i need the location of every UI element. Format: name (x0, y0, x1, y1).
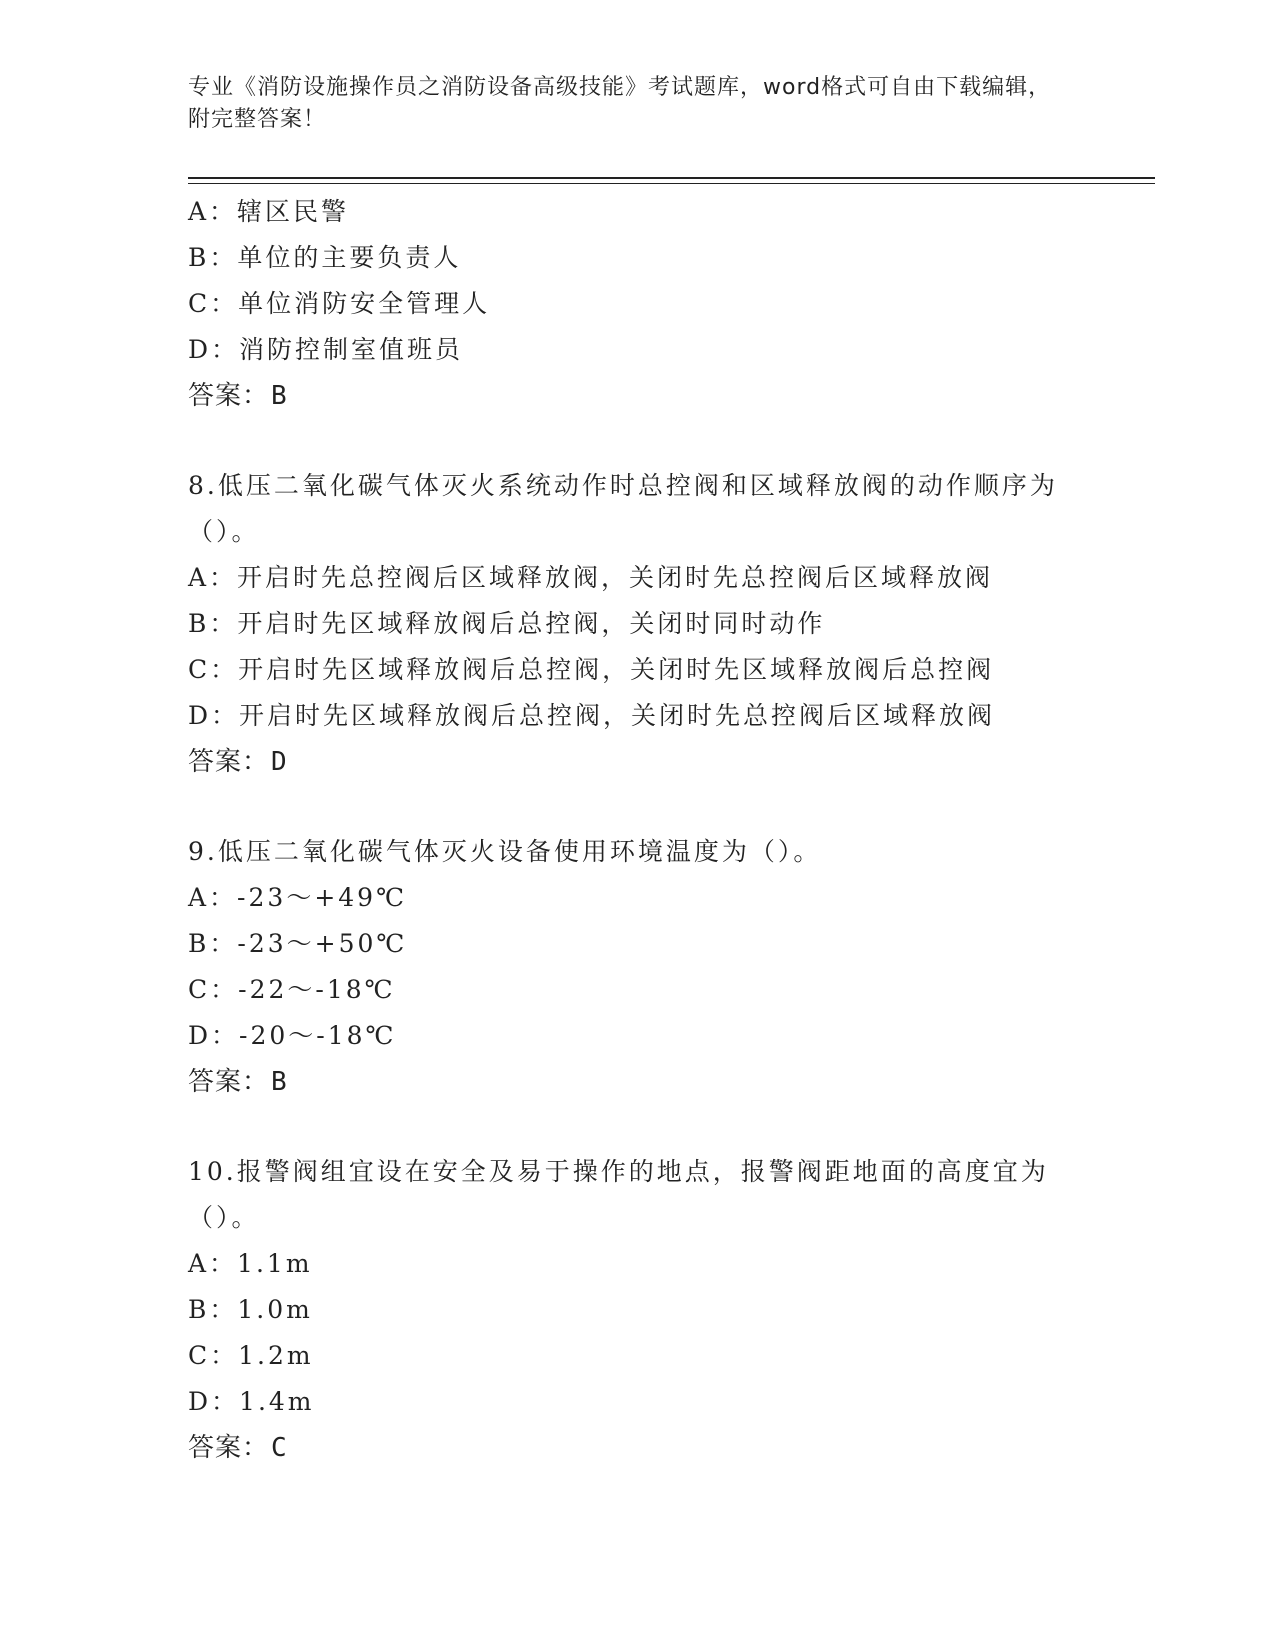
option-d: D：-20～-18℃ (188, 1021, 397, 1050)
answer-line (188, 1425, 1088, 1471)
answer-value: B (271, 381, 288, 411)
option-c: C：开启时先区域释放阀后总控阀，关闭时先区域释放阀后总控阀 (188, 655, 995, 684)
option-c: C：-22～-18℃ (188, 975, 396, 1004)
question-10 (188, 1149, 1088, 1471)
option-c: C：1.2m (188, 1341, 314, 1370)
question-stem: 8.低压二氧化碳气体灭火系统动作时总控阀和区域释放阀的动作顺序为（）。 (188, 471, 1058, 546)
option-d: D：开启时先区域释放阀后总控阀，关闭时先总控阀后区域释放阀 (188, 701, 996, 730)
document-header (188, 72, 1073, 136)
question-list (188, 189, 1088, 1471)
answer-label: 答案： (188, 747, 270, 777)
answer-value: C (271, 1433, 288, 1463)
answer-line (188, 1059, 1088, 1105)
option-a: A：-23～+49℃ (188, 883, 408, 912)
answer-label: 答案： (188, 1067, 270, 1097)
header-rule-thin (188, 183, 1155, 184)
answer-line (188, 739, 1088, 785)
option-a: A：开启时先总控阀后区域释放阀，关闭时先总控阀后区域释放阀 (188, 563, 994, 592)
option-b: B：1.0m (188, 1295, 313, 1324)
answer-label: 答案： (188, 381, 270, 411)
question-9 (188, 829, 1088, 1105)
header-rule-thick (188, 177, 1155, 179)
question-stem: 10.报警阀组宜设在安全及易于操作的地点，报警阀距地面的高度宜为（）。 (188, 1157, 1049, 1232)
option-b: B：-23～+50℃ (188, 929, 408, 958)
option-b: B：开启时先区域释放阀后总控阀，关闭时同时动作 (188, 609, 826, 638)
answer-line (188, 373, 1088, 419)
answer-value: D (271, 747, 288, 777)
question-7 (188, 189, 1088, 419)
option-a: A：辖区民警 (188, 197, 350, 226)
option-d: D：消防控制室值班员 (188, 335, 464, 364)
header-text: 专业《消防设施操作员之消防设备高级技能》考试题库，word格式可自由下载编辑，附完整答案！ (188, 75, 1052, 132)
option-b: B：单位的主要负责人 (188, 243, 462, 272)
option-a: A：1.1m (188, 1249, 313, 1278)
answer-value: B (271, 1067, 288, 1097)
answer-label: 答案： (188, 1433, 270, 1463)
option-c: C：单位消防安全管理人 (188, 289, 491, 318)
question-stem: 9.低压二氧化碳气体灭火设备使用环境温度为（）。 (188, 837, 822, 866)
question-8 (188, 463, 1088, 785)
option-d: D：1.4m (188, 1387, 315, 1416)
